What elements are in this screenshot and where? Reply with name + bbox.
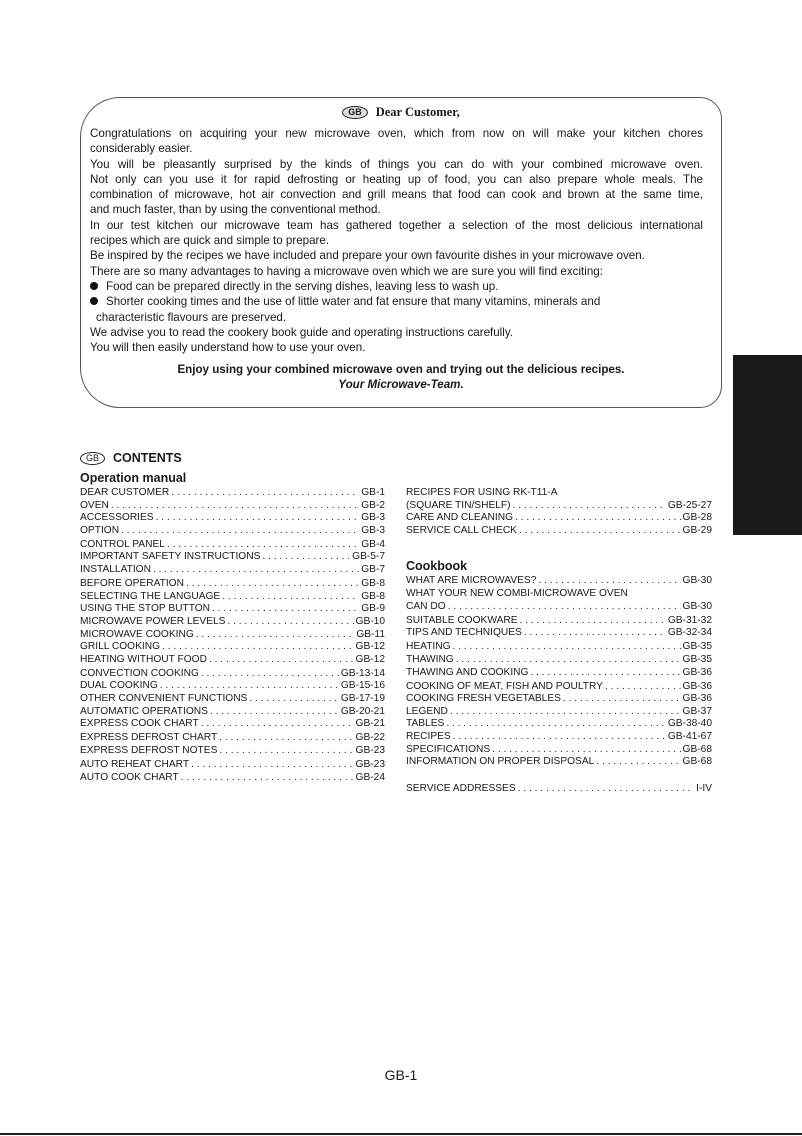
toc-entry[interactable] bbox=[80, 654, 385, 667]
toc-entry-title: HEATING bbox=[406, 641, 451, 653]
toc-entry[interactable] bbox=[406, 756, 712, 769]
gb-badge: GB bbox=[342, 106, 368, 119]
dot-leader bbox=[212, 603, 359, 616]
dot-leader bbox=[605, 681, 681, 694]
toc-entry[interactable] bbox=[80, 551, 385, 564]
dot-leader bbox=[219, 732, 353, 745]
toc-entry[interactable] bbox=[80, 578, 385, 591]
toc-page-number: GB-2 bbox=[361, 499, 385, 511]
letter-line: considerably easier. bbox=[90, 142, 193, 156]
bullet-item bbox=[90, 294, 703, 309]
toc-entry[interactable] bbox=[80, 772, 385, 785]
toc-entry[interactable] bbox=[406, 681, 712, 694]
toc-page-number: GB-23 bbox=[355, 758, 385, 770]
toc-page-number: GB-3 bbox=[361, 524, 385, 536]
toc-entry-title: THAWING bbox=[406, 653, 454, 665]
toc-entry-title: TABLES bbox=[406, 718, 445, 730]
toc-entry[interactable] bbox=[80, 759, 385, 772]
contents-title-text: CONTENTS bbox=[113, 451, 182, 465]
toc-entry[interactable] bbox=[80, 564, 385, 577]
toc-entry-title: WHAT ARE MICROWAVES? bbox=[406, 575, 537, 587]
toc-entry-title: DUAL COOKING bbox=[80, 680, 158, 692]
dot-leader bbox=[210, 706, 339, 719]
dot-leader bbox=[262, 551, 350, 564]
toc-page-number: GB-8 bbox=[361, 590, 385, 602]
dot-leader bbox=[492, 744, 680, 757]
bullet-text: characteristic flavours are preserved. bbox=[96, 310, 287, 324]
toc-page-number: GB-30 bbox=[682, 575, 712, 587]
toc-entry[interactable] bbox=[80, 512, 385, 525]
greeting-text: Dear Customer, bbox=[375, 105, 460, 119]
toc-entry-title: SERVICE CALL CHECK bbox=[406, 524, 517, 536]
dot-leader bbox=[201, 668, 339, 681]
toc-page-number: GB-3 bbox=[361, 512, 385, 524]
dot-leader bbox=[196, 629, 355, 642]
toc-page-number: GB-4 bbox=[361, 538, 385, 550]
toc-entry[interactable] bbox=[406, 641, 712, 654]
toc-entry[interactable] bbox=[80, 629, 385, 642]
dot-leader bbox=[520, 615, 666, 628]
bullet-text: Food can be prepared directly in the serving dishes, leaving less to wash up. bbox=[106, 279, 499, 293]
toc-page-number: GB-9 bbox=[361, 603, 385, 615]
toc-entry-title: GRILL COOKING bbox=[80, 641, 161, 653]
dot-leader bbox=[249, 693, 338, 706]
toc-entry[interactable] bbox=[406, 500, 712, 513]
toc-page-number: GB-22 bbox=[355, 732, 385, 744]
greeting bbox=[0, 105, 802, 120]
toc-entry-title: (SQUARE TIN/SHELF) bbox=[406, 499, 511, 511]
toc-entry-title: TIPS AND TECHNIQUES bbox=[406, 627, 522, 639]
toc-page-number: GB-13-14 bbox=[340, 667, 385, 679]
toc-page-number: GB-7 bbox=[361, 564, 385, 576]
dot-leader bbox=[446, 718, 666, 731]
dot-leader bbox=[518, 783, 694, 796]
toc-entry[interactable] bbox=[406, 654, 712, 667]
toc-entry[interactable] bbox=[80, 500, 385, 513]
bullet-text: Shorter cooking times and the use of little water and fat ensure that many vitamins, minerals and bbox=[106, 295, 601, 309]
toc-entry[interactable] bbox=[406, 601, 712, 614]
toc-entry[interactable] bbox=[80, 732, 385, 745]
toc-page-number: GB-1 bbox=[361, 487, 385, 498]
page-number: GB-1 bbox=[384, 1067, 418, 1083]
toc-entry-title: OVEN bbox=[80, 499, 109, 511]
toc-entry[interactable] bbox=[80, 680, 385, 693]
dot-leader bbox=[596, 756, 680, 769]
letter-line: and much faster, than by using the conventional method. bbox=[90, 203, 381, 217]
dot-leader bbox=[456, 654, 681, 667]
toc-page-number: GB-32-34 bbox=[667, 627, 712, 639]
toc-page-number: GB-28 bbox=[682, 512, 712, 524]
toc-operation-list bbox=[80, 487, 385, 784]
toc-page-number: GB-36 bbox=[682, 666, 712, 678]
toc-page-number: GB-24 bbox=[355, 771, 385, 783]
letter-line: Congratulations on acquiring your new microwave oven, which from now on will make your kitchen chores bbox=[90, 127, 703, 140]
toc-page-number: GB-11 bbox=[356, 628, 385, 640]
toc-page-number: GB-8 bbox=[361, 578, 385, 590]
toc-entry[interactable] bbox=[80, 718, 385, 731]
toc-entry[interactable] bbox=[406, 693, 712, 706]
toc-entry[interactable] bbox=[406, 627, 712, 640]
toc-entry-title: AUTO COOK CHART bbox=[80, 771, 179, 783]
toc-entry[interactable] bbox=[406, 667, 712, 680]
toc-entry[interactable] bbox=[406, 744, 712, 757]
dot-leader bbox=[222, 591, 359, 604]
language-tab-marker bbox=[733, 355, 802, 535]
dot-leader bbox=[156, 512, 360, 525]
toc-entry-title: INFORMATION ON PROPER DISPOSAL bbox=[406, 756, 595, 768]
dot-leader bbox=[227, 616, 353, 629]
dot-leader bbox=[538, 575, 680, 588]
toc-entry[interactable] bbox=[406, 783, 712, 796]
toc-entry[interactable] bbox=[406, 575, 712, 588]
bullet-item bbox=[90, 279, 703, 294]
toc-page-number: GB-35 bbox=[682, 641, 712, 653]
toc-entry-title: AUTOMATIC OPERATIONS bbox=[80, 705, 208, 717]
toc-entry[interactable] bbox=[406, 525, 712, 538]
toc-entry[interactable] bbox=[80, 641, 385, 654]
dot-leader bbox=[524, 627, 666, 640]
dot-leader bbox=[201, 718, 354, 731]
toc-entry-title: SUITABLE COOKWARE bbox=[406, 614, 518, 626]
toc-page-number: GB-17-19 bbox=[340, 693, 385, 704]
toc-entry-title: WHAT YOUR NEW COMBI-MICROWAVE OVEN bbox=[406, 587, 628, 599]
toc-entry[interactable] bbox=[80, 591, 385, 604]
letter-line: You will then easily understand how to use your oven. bbox=[90, 341, 366, 355]
toc-entry-title: RECIPES FOR USING RK-T11-A bbox=[406, 487, 558, 498]
toc-entry-title: CAN DO bbox=[406, 600, 446, 612]
toc-entry-title: THAWING AND COOKING bbox=[406, 666, 529, 678]
toc-entry[interactable] bbox=[80, 693, 385, 706]
toc-entry-title: USING THE STOP BUTTON bbox=[80, 603, 211, 615]
dot-leader bbox=[453, 641, 681, 654]
toc-page-number: GB-31-32 bbox=[667, 614, 712, 626]
dot-leader bbox=[513, 500, 666, 513]
toc-entry[interactable] bbox=[80, 745, 385, 758]
toc-page-number: GB-20-21 bbox=[340, 705, 385, 717]
toc-page-number: GB-15-16 bbox=[340, 680, 385, 692]
dot-leader bbox=[160, 680, 339, 693]
toc-entry[interactable] bbox=[406, 615, 712, 628]
toc-page-number: GB-10 bbox=[355, 615, 385, 627]
toc-entry-title: OPTION bbox=[80, 524, 120, 536]
toc-entry[interactable] bbox=[406, 512, 712, 525]
toc-page-number: GB-29 bbox=[682, 524, 712, 536]
toc-entry-title: RECIPES bbox=[406, 731, 451, 742]
toc-page-number: GB-37 bbox=[682, 705, 712, 717]
toc-entry[interactable] bbox=[80, 616, 385, 629]
dot-leader bbox=[450, 706, 681, 719]
toc-entry[interactable] bbox=[406, 718, 712, 731]
toc-entry-title: SELECTING THE LANGUAGE bbox=[80, 590, 221, 602]
toc-entry-title: CONTROL PANEL bbox=[80, 538, 165, 550]
dot-leader bbox=[563, 693, 681, 706]
dot-leader bbox=[515, 512, 681, 525]
toc-page-number: GB-41-67 bbox=[667, 731, 712, 742]
dot-leader bbox=[121, 525, 359, 538]
toc-entry-title: AUTO REHEAT CHART bbox=[80, 758, 190, 770]
dot-leader bbox=[111, 500, 359, 513]
toc-right-list bbox=[406, 487, 712, 795]
letter-line: In our test kitchen our microwave team has gathered together a selection of the most delicious international bbox=[90, 218, 703, 232]
operation-manual-heading: Operation manual bbox=[80, 471, 187, 485]
toc-entry-title: MICROWAVE POWER LEVELS bbox=[80, 615, 226, 627]
toc-entry-title: EXPRESS COOK CHART bbox=[80, 718, 199, 730]
dot-leader bbox=[191, 759, 353, 772]
bullet-icon bbox=[90, 297, 98, 305]
toc-page-number: I-IV bbox=[696, 782, 712, 794]
toc-page-number: GB-30 bbox=[682, 600, 712, 612]
toc-entry-title: LEGEND bbox=[406, 705, 448, 717]
toc-page-number: GB-68 bbox=[682, 756, 712, 768]
toc-entry-title: COOKING OF MEAT, FISH AND POULTRY bbox=[406, 680, 603, 692]
toc-page-number: GB-12 bbox=[355, 653, 385, 665]
toc-entry-title: MICROWAVE COOKING bbox=[80, 628, 194, 640]
toc-page-number: GB-12 bbox=[355, 641, 385, 653]
toc-entry-title: SPECIFICATIONS bbox=[406, 743, 491, 755]
toc-page-number: GB-38-40 bbox=[667, 718, 712, 730]
signature: Your Microwave-Team. bbox=[338, 378, 464, 391]
letter-line: Be inspired by the recipes we have included and prepare your own favourite dishes in your microwave oven. bbox=[90, 249, 645, 263]
toc-entry-title: HEATING WITHOUT FOOD bbox=[80, 653, 207, 665]
dot-leader bbox=[162, 641, 354, 654]
toc-entry-title: INSTALLATION bbox=[80, 564, 151, 576]
toc-entry-title: ACCESSORIES bbox=[80, 512, 154, 524]
toc-page-number: GB-23 bbox=[355, 744, 385, 756]
toc-page-number: GB-36 bbox=[682, 680, 712, 692]
toc-entry[interactable] bbox=[80, 487, 385, 500]
toc-entry[interactable] bbox=[80, 539, 385, 552]
dot-leader bbox=[219, 745, 353, 758]
dot-leader bbox=[153, 564, 359, 577]
dot-leader bbox=[519, 525, 681, 538]
toc-page-number: GB-5-7 bbox=[352, 551, 385, 563]
toc-page-number: GB-25-27 bbox=[667, 499, 712, 511]
letter-line: We advise you to read the cookery book guide and operating instructions carefully. bbox=[90, 325, 513, 339]
contents-title bbox=[80, 451, 182, 465]
toc-entry[interactable] bbox=[80, 668, 385, 681]
bullet-icon bbox=[90, 282, 98, 290]
dot-leader bbox=[181, 772, 354, 785]
toc-entry-title: CARE AND CLEANING bbox=[406, 512, 513, 524]
dot-leader bbox=[167, 539, 359, 552]
toc-entry-title: IMPORTANT SAFETY INSTRUCTIONS bbox=[80, 551, 261, 563]
cookbook-heading: Cookbook bbox=[406, 559, 468, 574]
dot-leader bbox=[186, 578, 359, 591]
toc-page-number: GB-68 bbox=[682, 743, 712, 755]
toc-entry-title: COOKING FRESH VEGETABLES bbox=[406, 693, 561, 705]
letter-closing bbox=[0, 362, 802, 392]
letter-body bbox=[90, 126, 703, 355]
toc-entry[interactable] bbox=[80, 525, 385, 538]
dot-leader bbox=[448, 601, 681, 614]
letter-line: recipes which are quick and simple to prepare. bbox=[90, 234, 330, 248]
gb-badge: GB bbox=[80, 452, 105, 465]
toc-entry[interactable] bbox=[406, 731, 712, 744]
toc-entry[interactable] bbox=[406, 706, 712, 719]
letter-line: You will be pleasantly surprised by the kinds of things you can do with your combined microwave oven. bbox=[90, 157, 703, 171]
toc-entry-title: SERVICE ADDRESSES bbox=[406, 782, 516, 794]
bottom-rule bbox=[0, 1133, 802, 1135]
toc-entry-title: BEFORE OPERATION bbox=[80, 578, 184, 590]
toc-page-number: GB-35 bbox=[682, 653, 712, 665]
letter-line: Not only can you use it for rapid defrosting or heating up of food, you can also prepare whole meals. The bbox=[90, 172, 703, 186]
letter-line: There are so many advantages to having a microwave oven which we are sure you will find exciting: bbox=[90, 264, 603, 278]
toc-entry-title: EXPRESS DEFROST NOTES bbox=[80, 744, 218, 756]
toc-entry-title: EXPRESS DEFROST CHART bbox=[80, 732, 218, 744]
dot-leader bbox=[209, 654, 354, 667]
toc-entry-title: OTHER CONVENIENT FUNCTIONS bbox=[80, 693, 248, 704]
toc-entry[interactable] bbox=[80, 603, 385, 616]
toc-entry-title: DEAR CUSTOMER bbox=[80, 487, 170, 498]
toc-entry[interactable] bbox=[80, 706, 385, 719]
enjoy-text: Enjoy using your combined microwave oven and trying out the delicious recipes. bbox=[177, 363, 625, 376]
dot-leader bbox=[171, 487, 359, 500]
letter-line: combination of microwave, hot air convection and grill means that food can cook and brown at the same time, bbox=[90, 188, 703, 202]
toc-entry-title: CONVECTION COOKING bbox=[80, 667, 199, 679]
dot-leader bbox=[530, 667, 680, 680]
toc-page-number: GB-21 bbox=[355, 718, 385, 730]
dot-leader bbox=[453, 731, 666, 744]
toc-page-number: GB-36 bbox=[682, 693, 712, 705]
